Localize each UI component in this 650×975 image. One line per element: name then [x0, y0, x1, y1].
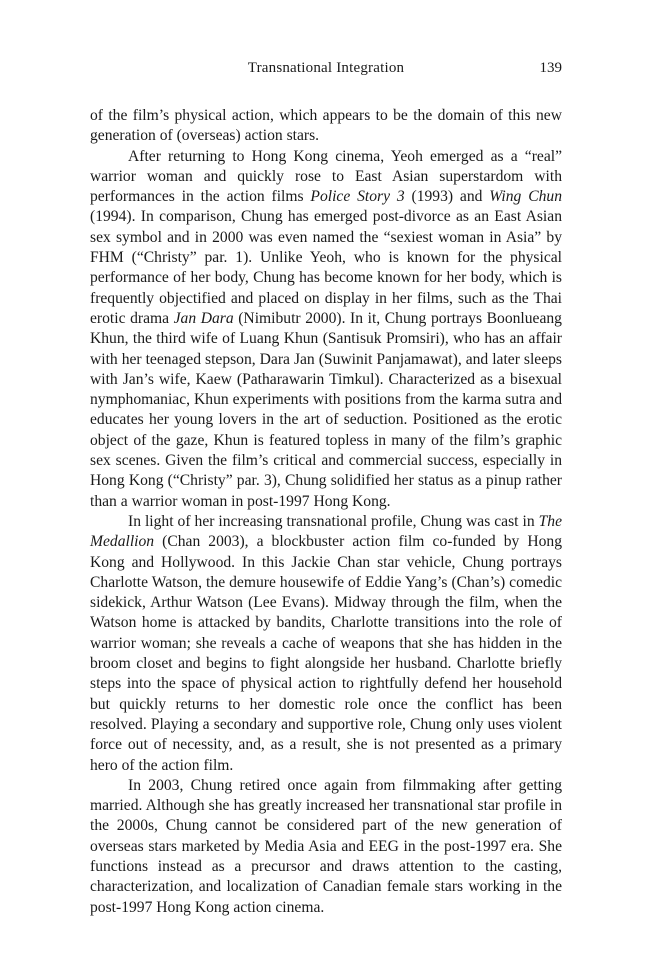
text-run: After returning to Hong Kong cinema, Yeoh emerged as a “real” warrior woman and quickly rose to East Asian superstardom with performances in the action films	[90, 147, 562, 206]
text-run: (Chan 2003), a blockbuster action film co-funded by Hong Kong and Hollywood. In this Jackie Chan star vehicle, Chung portrays Charlotte Watson, the demure housewife of Eddie Yang’s (Chan’s) comedic sidekick, Arthur Watson (Lee Evans). Midway through the film, when the Watson home is attacked by bandits, Charlotte transitions into the role of warrior woman; she reveals a cache of weapons that she has hidden in the broom closet and begins to fight alongside her husband. Charlotte briefly steps into the space of physical action to rightfully defend her household but quickly returns to her domestic role once the conflict has been resolved. Playing a secondary and supportive role, Chung only uses violent force out of necessity, and, as a result, she is not presented as a primary hero of the action film.	[90, 533, 562, 774]
film-title: Wing Chun	[489, 188, 562, 206]
paragraph	[90, 776, 562, 918]
paragraph	[90, 106, 562, 147]
text-run: of the film’s physical action, which appears to be the domain of this new generation of (overseas) action stars.	[90, 107, 562, 145]
text-run: In 2003, Chung retired once again from filmmaking after getting married. Although she has greatly increased her transnational star profile in the 2000s, Chung cannot be considered part of the new generation of overseas stars marketed by Media Asia and EEG in the post-1997 era. She functions instead as a precursor and draws attention to the casting, characterization, and localization of Canadian female stars working in the post-1997 Hong Kong action cinema.	[90, 776, 562, 916]
film-title: Jan Dara	[173, 309, 234, 327]
running-head	[90, 58, 562, 80]
film-title: Police Story 3	[310, 188, 405, 206]
paragraph	[90, 147, 562, 512]
paragraph	[90, 512, 562, 776]
page-number: 139	[539, 60, 562, 76]
body-text	[90, 106, 562, 918]
text-run: (1993) and	[404, 188, 490, 206]
text-run: (Nimibutr 2000). In it, Chung portrays Boonlueang Khun, the third wife of Luang Khun (Santisuk Promsiri), who has an affair with her teenaged stepson, Dara Jan (Suwinit Panjamawat), and later sleeps with Jan’s wife, Kaew (Patharawarin Timkul). Characterized as a bisexual nymphomaniac, Khun experiments with positions from the karma sutra and educates her young lovers in the art of seduction. Positioned as the erotic object of the gaze, Khun is featured topless in many of the film’s graphic sex scenes. Given the film’s critical and commercial success, especially in Hong Kong (“Christy” par. 3), Chung solidified her status as a pinup rather than a warrior woman in post-1997 Hong Kong.	[90, 309, 562, 510]
film-title: The Medallion	[90, 512, 562, 551]
text-run: (1994). In comparison, Chung has emerged post-divorce as an East Asian sex symbol and in 2000 was even named the “sexiest woman in Asia” by FHM (“Christy” par. 1). Unlike Yeoh, who is known for the physical performance of her body, Chung has become known for her body, which is frequently objectified and placed on display in her films, such as the Thai erotic drama	[90, 208, 562, 327]
running-title: Transnational Integration	[247, 60, 405, 76]
text-run: In light of her increasing transnational profile, Chung was cast in	[128, 512, 539, 530]
